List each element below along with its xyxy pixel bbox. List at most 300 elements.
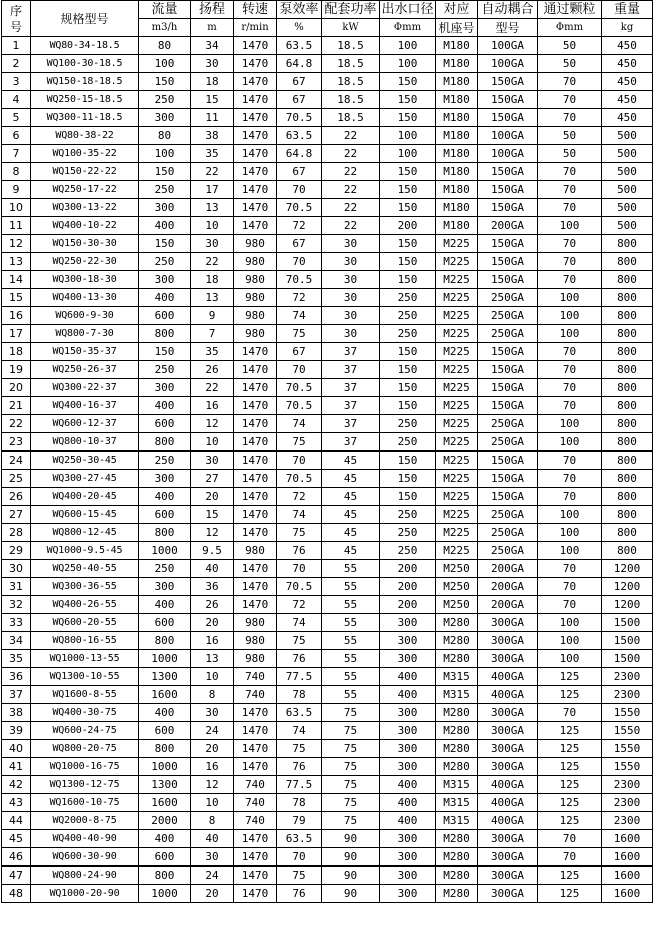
cell-seat: M225 (436, 433, 478, 452)
cell-weight: 1550 (602, 740, 653, 758)
cell-particle: 125 (538, 794, 602, 812)
cell-outlet: 250 (380, 325, 436, 343)
cell-efficiency: 67 (277, 235, 322, 253)
cell-efficiency: 74 (277, 722, 322, 740)
cell-outlet: 300 (380, 704, 436, 722)
cell-flow: 800 (139, 524, 191, 542)
cell-index: 12 (2, 235, 31, 253)
cell-index: 9 (2, 181, 31, 199)
cell-weight: 1550 (602, 758, 653, 776)
cell-coupling: 400GA (478, 686, 538, 704)
cell-efficiency: 67 (277, 163, 322, 181)
table-row (2, 379, 653, 397)
cell-seat: M280 (436, 632, 478, 650)
cell-index: 22 (2, 415, 31, 433)
cell-seat: M225 (436, 397, 478, 415)
cell-speed: 1470 (234, 109, 277, 127)
cell-index: 10 (2, 199, 31, 217)
table-row (2, 217, 653, 235)
cell-flow: 600 (139, 506, 191, 524)
cell-head: 20 (191, 488, 234, 506)
cell-outlet: 300 (380, 632, 436, 650)
cell-outlet: 400 (380, 794, 436, 812)
cell-outlet: 150 (380, 451, 436, 470)
cell-speed: 1470 (234, 37, 277, 55)
header-head-unit: m (191, 19, 234, 37)
cell-weight: 500 (602, 217, 653, 235)
cell-efficiency: 70.5 (277, 578, 322, 596)
cell-speed: 1470 (234, 885, 277, 903)
header-flow: 流量 (139, 1, 191, 19)
cell-head: 22 (191, 163, 234, 181)
cell-model: WQ300-36-55 (31, 578, 139, 596)
cell-head: 15 (191, 506, 234, 524)
cell-index: 34 (2, 632, 31, 650)
cell-speed: 980 (234, 542, 277, 560)
table-row (2, 506, 653, 524)
cell-seat: M225 (436, 379, 478, 397)
cell-power: 45 (322, 524, 380, 542)
cell-seat: M225 (436, 488, 478, 506)
cell-speed: 1470 (234, 361, 277, 379)
cell-efficiency: 72 (277, 217, 322, 235)
cell-coupling: 100GA (478, 127, 538, 145)
cell-outlet: 400 (380, 812, 436, 830)
cell-flow: 1300 (139, 668, 191, 686)
cell-particle: 70 (538, 596, 602, 614)
cell-speed: 1470 (234, 866, 277, 885)
cell-head: 13 (191, 650, 234, 668)
cell-seat: M180 (436, 73, 478, 91)
cell-power: 18.5 (322, 73, 380, 91)
table-row (2, 524, 653, 542)
cell-speed: 980 (234, 289, 277, 307)
cell-efficiency: 64.8 (277, 55, 322, 73)
table-row (2, 271, 653, 289)
cell-weight: 800 (602, 397, 653, 415)
cell-seat: M250 (436, 578, 478, 596)
cell-speed: 980 (234, 325, 277, 343)
cell-seat: M180 (436, 37, 478, 55)
cell-efficiency: 75 (277, 632, 322, 650)
cell-power: 37 (322, 361, 380, 379)
cell-coupling: 150GA (478, 361, 538, 379)
header-flow-unit: m3/h (139, 19, 191, 37)
cell-model: WQ400-13-30 (31, 289, 139, 307)
cell-flow: 600 (139, 848, 191, 867)
cell-weight: 2300 (602, 776, 653, 794)
cell-model: WQ400-10-22 (31, 217, 139, 235)
cell-seat: M280 (436, 740, 478, 758)
cell-speed: 1470 (234, 470, 277, 488)
cell-power: 75 (322, 704, 380, 722)
cell-flow: 400 (139, 217, 191, 235)
cell-coupling: 150GA (478, 271, 538, 289)
cell-index: 35 (2, 650, 31, 668)
cell-seat: M250 (436, 596, 478, 614)
cell-index: 17 (2, 325, 31, 343)
cell-outlet: 150 (380, 470, 436, 488)
cell-flow: 1000 (139, 650, 191, 668)
cell-flow: 80 (139, 127, 191, 145)
cell-head: 20 (191, 740, 234, 758)
cell-coupling: 250GA (478, 415, 538, 433)
cell-coupling: 250GA (478, 542, 538, 560)
table-row (2, 560, 653, 578)
header-speed: 转速 (234, 1, 277, 19)
cell-flow: 600 (139, 722, 191, 740)
cell-coupling: 300GA (478, 722, 538, 740)
cell-head: 9 (191, 307, 234, 325)
cell-power: 37 (322, 415, 380, 433)
cell-seat: M280 (436, 885, 478, 903)
table-row (2, 55, 653, 73)
cell-coupling: 400GA (478, 812, 538, 830)
cell-head: 13 (191, 289, 234, 307)
cell-head: 18 (191, 271, 234, 289)
cell-weight: 800 (602, 542, 653, 560)
cell-head: 16 (191, 758, 234, 776)
cell-particle: 125 (538, 812, 602, 830)
cell-head: 10 (191, 217, 234, 235)
cell-outlet: 100 (380, 145, 436, 163)
cell-coupling: 150GA (478, 343, 538, 361)
cell-power: 90 (322, 885, 380, 903)
cell-outlet: 250 (380, 289, 436, 307)
cell-model: WQ800-20-75 (31, 740, 139, 758)
cell-outlet: 250 (380, 433, 436, 452)
cell-efficiency: 70.5 (277, 397, 322, 415)
cell-coupling: 150GA (478, 470, 538, 488)
header-weight: 重量 (602, 1, 653, 19)
cell-weight: 1200 (602, 560, 653, 578)
cell-efficiency: 76 (277, 542, 322, 560)
cell-flow: 1000 (139, 542, 191, 560)
cell-outlet: 300 (380, 848, 436, 867)
cell-outlet: 200 (380, 578, 436, 596)
cell-coupling: 150GA (478, 73, 538, 91)
header-outlet-unit: Φmm (380, 19, 436, 37)
cell-power: 37 (322, 433, 380, 452)
table-row (2, 37, 653, 55)
cell-particle: 70 (538, 91, 602, 109)
cell-flow: 2000 (139, 812, 191, 830)
header-coupling-line2: 型号 (478, 19, 538, 37)
cell-weight: 1200 (602, 596, 653, 614)
cell-flow: 250 (139, 181, 191, 199)
table-row (2, 163, 653, 181)
cell-flow: 250 (139, 253, 191, 271)
cell-model: WQ300-11-18.5 (31, 109, 139, 127)
cell-power: 55 (322, 668, 380, 686)
cell-weight: 450 (602, 91, 653, 109)
cell-efficiency: 74 (277, 415, 322, 433)
cell-weight: 800 (602, 235, 653, 253)
cell-particle: 70 (538, 830, 602, 848)
cell-seat: M180 (436, 55, 478, 73)
cell-outlet: 200 (380, 560, 436, 578)
cell-speed: 1470 (234, 848, 277, 867)
cell-particle: 70 (538, 470, 602, 488)
cell-flow: 300 (139, 379, 191, 397)
cell-power: 37 (322, 343, 380, 361)
cell-particle: 125 (538, 722, 602, 740)
cell-seat: M280 (436, 650, 478, 668)
cell-head: 11 (191, 109, 234, 127)
cell-power: 30 (322, 271, 380, 289)
cell-head: 8 (191, 686, 234, 704)
cell-speed: 1470 (234, 415, 277, 433)
cell-speed: 980 (234, 632, 277, 650)
cell-efficiency: 70.5 (277, 379, 322, 397)
table-row (2, 812, 653, 830)
cell-model: WQ1000-20-90 (31, 885, 139, 903)
cell-outlet: 200 (380, 596, 436, 614)
cell-efficiency: 77.5 (277, 668, 322, 686)
cell-power: 55 (322, 578, 380, 596)
cell-flow: 150 (139, 343, 191, 361)
cell-weight: 2300 (602, 794, 653, 812)
cell-weight: 500 (602, 145, 653, 163)
cell-particle: 100 (538, 542, 602, 560)
cell-power: 55 (322, 596, 380, 614)
header-index-line1: 序 (9, 3, 22, 18)
cell-outlet: 150 (380, 163, 436, 181)
cell-weight: 1500 (602, 614, 653, 632)
cell-outlet: 150 (380, 235, 436, 253)
cell-weight: 800 (602, 253, 653, 271)
cell-power: 37 (322, 379, 380, 397)
cell-efficiency: 63.5 (277, 830, 322, 848)
cell-seat: M280 (436, 704, 478, 722)
cell-seat: M225 (436, 235, 478, 253)
table-row (2, 650, 653, 668)
cell-power: 18.5 (322, 55, 380, 73)
cell-speed: 1470 (234, 145, 277, 163)
cell-weight: 2300 (602, 668, 653, 686)
cell-efficiency: 63.5 (277, 704, 322, 722)
cell-speed: 980 (234, 650, 277, 668)
cell-flow: 250 (139, 91, 191, 109)
table-row (2, 397, 653, 415)
cell-head: 20 (191, 614, 234, 632)
cell-coupling: 300GA (478, 830, 538, 848)
cell-model: WQ250-26-37 (31, 361, 139, 379)
cell-speed: 1470 (234, 181, 277, 199)
table-row (2, 235, 653, 253)
cell-coupling: 200GA (478, 578, 538, 596)
cell-flow: 1000 (139, 758, 191, 776)
cell-particle: 125 (538, 686, 602, 704)
cell-weight: 800 (602, 451, 653, 470)
cell-speed: 980 (234, 614, 277, 632)
header-efficiency-unit: % (277, 19, 322, 37)
cell-coupling: 150GA (478, 199, 538, 217)
cell-efficiency: 67 (277, 73, 322, 91)
cell-flow: 400 (139, 704, 191, 722)
cell-power: 75 (322, 758, 380, 776)
cell-particle: 70 (538, 73, 602, 91)
cell-flow: 400 (139, 596, 191, 614)
cell-flow: 1300 (139, 776, 191, 794)
cell-efficiency: 72 (277, 289, 322, 307)
cell-model: WQ600-24-75 (31, 722, 139, 740)
cell-particle: 70 (538, 271, 602, 289)
cell-weight: 800 (602, 506, 653, 524)
cell-particle: 70 (538, 199, 602, 217)
table-row (2, 866, 653, 885)
cell-coupling: 150GA (478, 397, 538, 415)
cell-seat: M180 (436, 91, 478, 109)
cell-index: 15 (2, 289, 31, 307)
cell-speed: 1470 (234, 127, 277, 145)
cell-seat: M280 (436, 614, 478, 632)
cell-index: 6 (2, 127, 31, 145)
cell-power: 30 (322, 289, 380, 307)
cell-seat: M225 (436, 451, 478, 470)
cell-coupling: 150GA (478, 163, 538, 181)
cell-efficiency: 75 (277, 433, 322, 452)
cell-flow: 800 (139, 433, 191, 452)
cell-flow: 300 (139, 271, 191, 289)
header-speed-unit: r/min (234, 19, 277, 37)
cell-outlet: 150 (380, 361, 436, 379)
cell-flow: 1000 (139, 885, 191, 903)
cell-coupling: 150GA (478, 488, 538, 506)
cell-flow: 800 (139, 632, 191, 650)
cell-outlet: 150 (380, 271, 436, 289)
cell-seat: M225 (436, 289, 478, 307)
cell-particle: 100 (538, 506, 602, 524)
cell-model: WQ800-7-30 (31, 325, 139, 343)
cell-head: 8 (191, 812, 234, 830)
cell-speed: 1470 (234, 55, 277, 73)
cell-outlet: 400 (380, 668, 436, 686)
cell-weight: 450 (602, 37, 653, 55)
cell-weight: 800 (602, 343, 653, 361)
cell-index: 3 (2, 73, 31, 91)
header-seat-line2: 机座号 (436, 19, 478, 37)
cell-particle: 70 (538, 704, 602, 722)
cell-weight: 800 (602, 307, 653, 325)
cell-outlet: 300 (380, 722, 436, 740)
cell-seat: M225 (436, 361, 478, 379)
cell-efficiency: 63.5 (277, 37, 322, 55)
cell-seat: M180 (436, 145, 478, 163)
cell-head: 36 (191, 578, 234, 596)
cell-outlet: 300 (380, 740, 436, 758)
cell-model: WQ2000-8-75 (31, 812, 139, 830)
cell-power: 45 (322, 506, 380, 524)
cell-coupling: 200GA (478, 217, 538, 235)
cell-model: WQ400-16-37 (31, 397, 139, 415)
cell-particle: 70 (538, 560, 602, 578)
cell-head: 15 (191, 91, 234, 109)
cell-seat: M180 (436, 109, 478, 127)
cell-weight: 500 (602, 163, 653, 181)
cell-efficiency: 70 (277, 451, 322, 470)
cell-index: 31 (2, 578, 31, 596)
cell-coupling: 150GA (478, 109, 538, 127)
cell-model: WQ150-22-22 (31, 163, 139, 181)
cell-efficiency: 75 (277, 325, 322, 343)
table-row (2, 415, 653, 433)
cell-model: WQ400-40-90 (31, 830, 139, 848)
cell-seat: M225 (436, 506, 478, 524)
cell-speed: 1470 (234, 397, 277, 415)
header-power-unit: kW (322, 19, 380, 37)
cell-head: 7 (191, 325, 234, 343)
cell-flow: 150 (139, 235, 191, 253)
cell-efficiency: 75 (277, 524, 322, 542)
cell-weight: 800 (602, 488, 653, 506)
cell-speed: 1470 (234, 740, 277, 758)
cell-speed: 740 (234, 794, 277, 812)
cell-index: 24 (2, 451, 31, 470)
cell-particle: 100 (538, 632, 602, 650)
cell-coupling: 150GA (478, 91, 538, 109)
cell-seat: M315 (436, 776, 478, 794)
cell-particle: 125 (538, 885, 602, 903)
cell-coupling: 300GA (478, 758, 538, 776)
cell-index: 21 (2, 397, 31, 415)
cell-head: 9.5 (191, 542, 234, 560)
cell-outlet: 400 (380, 686, 436, 704)
cell-index: 14 (2, 271, 31, 289)
cell-outlet: 300 (380, 758, 436, 776)
cell-coupling: 100GA (478, 37, 538, 55)
cell-index: 44 (2, 812, 31, 830)
cell-speed: 1470 (234, 506, 277, 524)
table-row (2, 758, 653, 776)
cell-head: 10 (191, 794, 234, 812)
cell-model: WQ1300-10-55 (31, 668, 139, 686)
cell-efficiency: 72 (277, 488, 322, 506)
cell-weight: 1600 (602, 830, 653, 848)
cell-coupling: 300GA (478, 740, 538, 758)
cell-head: 20 (191, 885, 234, 903)
cell-flow: 1600 (139, 794, 191, 812)
cell-power: 90 (322, 866, 380, 885)
cell-speed: 1470 (234, 704, 277, 722)
cell-weight: 800 (602, 415, 653, 433)
header-weight-unit: kg (602, 19, 653, 37)
table-row (2, 578, 653, 596)
cell-particle: 70 (538, 848, 602, 867)
cell-efficiency: 76 (277, 885, 322, 903)
table-row (2, 668, 653, 686)
cell-index: 48 (2, 885, 31, 903)
table-row (2, 830, 653, 848)
cell-head: 18 (191, 73, 234, 91)
cell-coupling: 250GA (478, 506, 538, 524)
cell-weight: 1550 (602, 722, 653, 740)
cell-outlet: 300 (380, 614, 436, 632)
table-row (2, 704, 653, 722)
cell-model: WQ600-9-30 (31, 307, 139, 325)
cell-power: 18.5 (322, 37, 380, 55)
cell-coupling: 150GA (478, 451, 538, 470)
table-row (2, 686, 653, 704)
cell-seat: M315 (436, 668, 478, 686)
cell-power: 45 (322, 470, 380, 488)
cell-efficiency: 67 (277, 343, 322, 361)
cell-index: 27 (2, 506, 31, 524)
cell-weight: 2300 (602, 812, 653, 830)
cell-speed: 1470 (234, 91, 277, 109)
cell-power: 55 (322, 614, 380, 632)
cell-power: 55 (322, 560, 380, 578)
